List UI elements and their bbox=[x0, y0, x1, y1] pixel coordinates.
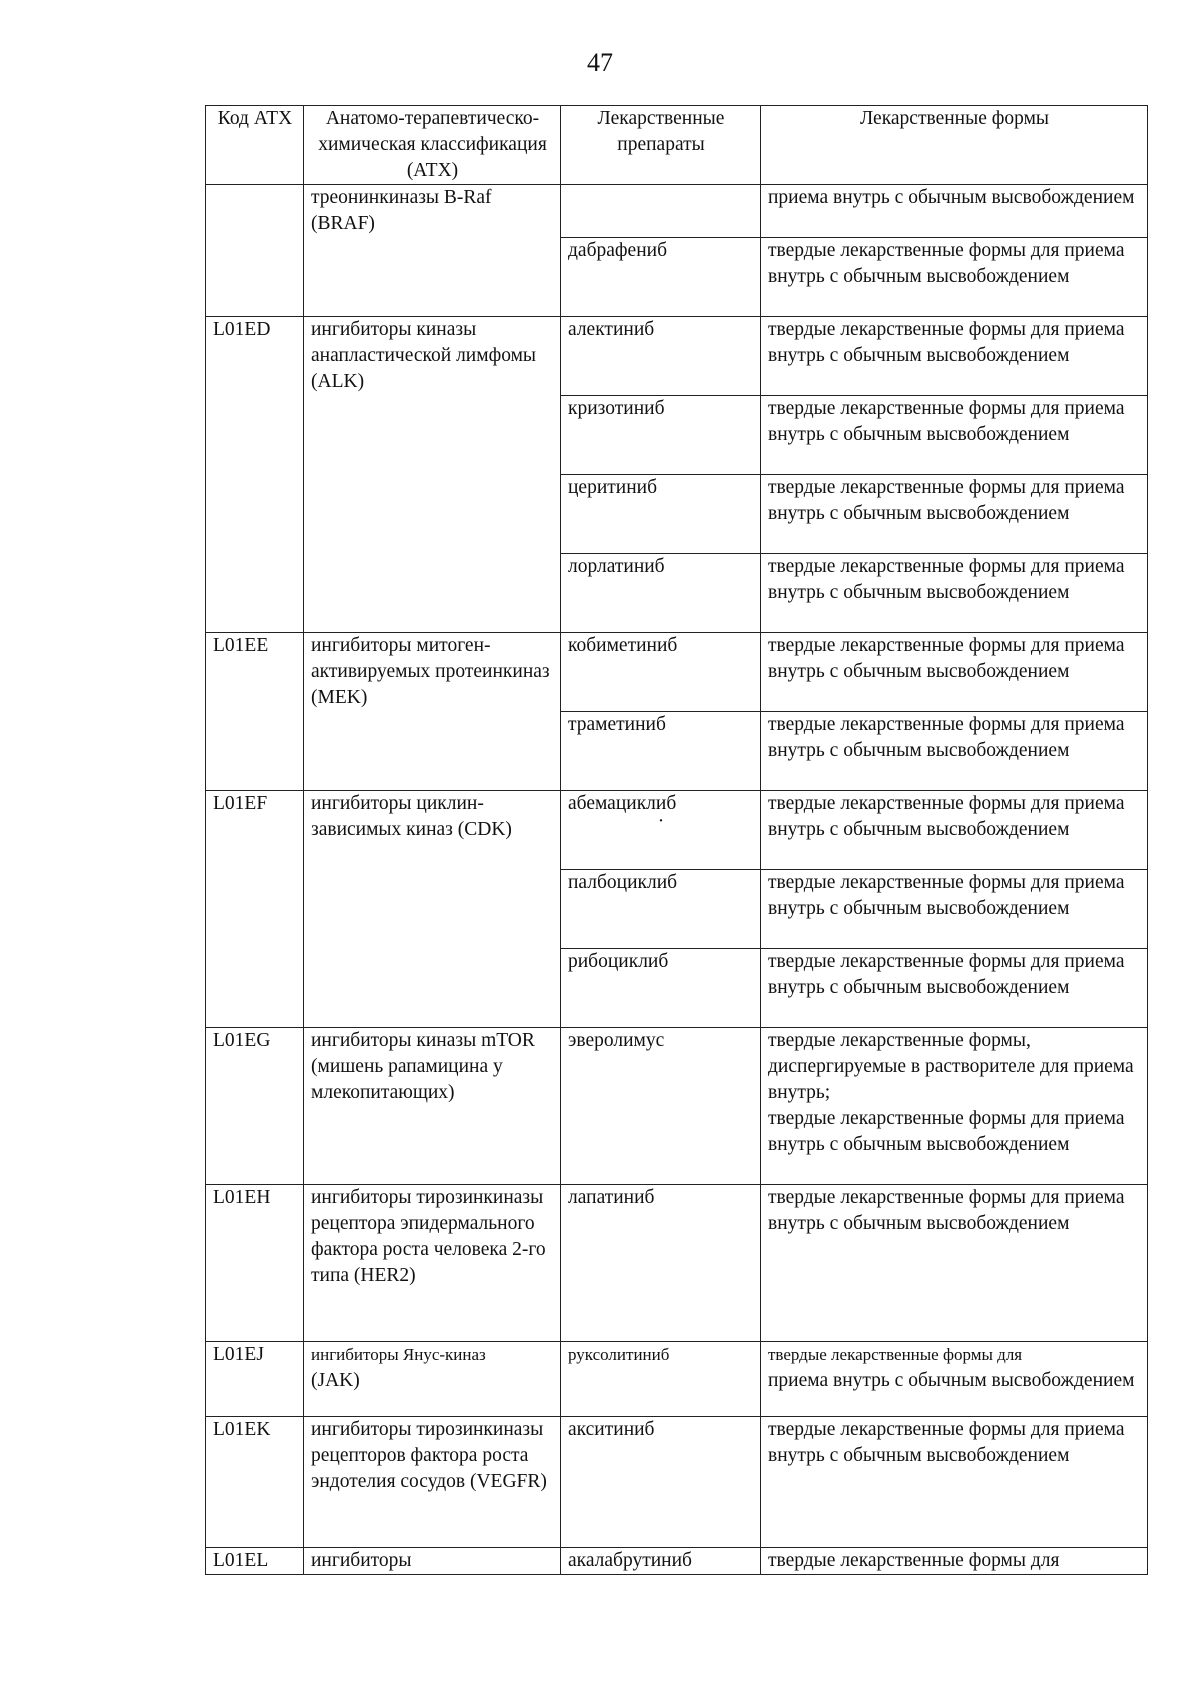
table-header-row bbox=[206, 106, 1148, 185]
code-cell: L01EJ bbox=[206, 1342, 304, 1417]
classification-cell bbox=[304, 1342, 561, 1417]
form-cell: твердые лекарственные формы для приема внутрь с обычным высвобождением bbox=[761, 1417, 1148, 1548]
drug-cell: акалабрутиниб bbox=[561, 1548, 761, 1575]
classification-cell: ингибиторы bbox=[304, 1548, 561, 1575]
form-cell: твердые лекарственные формы для приема внутрь с обычным высвобождением bbox=[761, 633, 1148, 712]
drug-cell: кобиметиниб bbox=[561, 633, 761, 712]
drug-cell: палбоциклиб bbox=[561, 870, 761, 949]
drug-cell: церитиниб bbox=[561, 475, 761, 554]
form-cell: твердые лекарственные формы для приема внутрь с обычным высвобождением bbox=[761, 238, 1148, 317]
form-cell: твердые лекарственные формы для приема внутрь с обычным высвобождением bbox=[761, 396, 1148, 475]
table-row bbox=[206, 185, 1148, 238]
classification-cell: ингибиторы киназы mTOR (мишень рапамицина у млекопитающих) bbox=[304, 1028, 561, 1185]
form-cell: твердые лекарственные формы для приема внутрь с обычным высвобождением bbox=[761, 712, 1148, 791]
table-row bbox=[206, 1417, 1148, 1548]
form-cell: твердые лекарственные формы для приема внутрь с обычным высвобождением bbox=[761, 870, 1148, 949]
form-cell: твердые лекарственные формы для приема внутрь с обычным высвобождением bbox=[761, 949, 1148, 1028]
drug-cell-empty bbox=[561, 185, 761, 238]
classification-cell: ингибиторы циклин-зависимых киназ (CDK) bbox=[304, 791, 561, 1028]
classification-cell: ингибиторы митоген-активируемых протеинкиназ (MEK) bbox=[304, 633, 561, 791]
form-cell: твердые лекарственные формы для приема внутрь с обычным высвобождением bbox=[761, 1185, 1148, 1342]
classification-text-b: (JAK) bbox=[311, 1370, 360, 1391]
code-cell: L01EL bbox=[206, 1548, 304, 1575]
header-code: Код АТХ bbox=[206, 106, 304, 185]
page-number: 47 bbox=[587, 48, 613, 77]
code-cell: L01EK bbox=[206, 1417, 304, 1548]
table-row bbox=[206, 633, 1148, 712]
code-cell: L01EG bbox=[206, 1028, 304, 1185]
classification-cell: ингибиторы тирозинкиназы рецепторов фактора роста эндотелия сосудов (VEGFR) bbox=[304, 1417, 561, 1548]
form-text-b: приема внутрь с обычным высвобождением bbox=[768, 1370, 1135, 1391]
form-text-2: твердые лекарственные формы для приема внутрь с обычным высвобождением bbox=[768, 1108, 1125, 1155]
scan-speck: · bbox=[657, 811, 665, 832]
header-classification: Анатомо-терапевтическо-химическая классификация (АТХ) bbox=[304, 106, 561, 185]
form-cell bbox=[761, 1028, 1148, 1185]
table-row bbox=[206, 791, 1148, 870]
table-row bbox=[206, 1028, 1148, 1185]
drug-cell: лорлатиниб bbox=[561, 554, 761, 633]
table-row bbox=[206, 1342, 1148, 1417]
form-cell: твердые лекарственные формы для приема внутрь с обычным высвобождением bbox=[761, 317, 1148, 396]
form-cell: твердые лекарственные формы для приема внутрь с обычным высвобождением bbox=[761, 554, 1148, 633]
drug-cell: кризотиниб bbox=[561, 396, 761, 475]
form-cell: твердые лекарственные формы для приема внутрь с обычным высвобождением bbox=[761, 475, 1148, 554]
drug-cell: руксолитиниб bbox=[561, 1342, 761, 1417]
drug-cell: рибоциклиб bbox=[561, 949, 761, 1028]
code-cell: L01EH bbox=[206, 1185, 304, 1342]
code-cell: L01EE bbox=[206, 633, 304, 791]
form-cell: твердые лекарственные формы для bbox=[761, 1548, 1148, 1575]
classification-cell: ингибиторы тирозинкиназы рецептора эпидермального фактора роста человека 2-го типа (HER2) bbox=[304, 1185, 561, 1342]
drug-cell: дабрафениб bbox=[561, 238, 761, 317]
table-row bbox=[206, 317, 1148, 396]
drug-cell bbox=[561, 791, 761, 870]
drug-cell: алектиниб bbox=[561, 317, 761, 396]
form-text-a: твердые лекарственные формы для bbox=[768, 1345, 1023, 1364]
classification-text-a: ингибиторы Янус-киназ bbox=[311, 1345, 486, 1364]
drug-cell: акситиниб bbox=[561, 1417, 761, 1548]
classification-cell: ингибиторы киназы анапластической лимфомы (ALK) bbox=[304, 317, 561, 633]
form-cell: твердые лекарственные формы для приема внутрь с обычным высвобождением bbox=[761, 791, 1148, 870]
code-cell-empty bbox=[206, 185, 304, 317]
form-cell bbox=[761, 1342, 1148, 1417]
drug-name: абемациклиб bbox=[568, 793, 677, 814]
code-cell: L01ED bbox=[206, 317, 304, 633]
drug-cell: лапатиниб bbox=[561, 1185, 761, 1342]
classification-cell: треонинкиназы B-Raf (BRAF) bbox=[304, 185, 561, 317]
header-forms: Лекарственные формы bbox=[761, 106, 1148, 185]
table-row bbox=[206, 1548, 1148, 1575]
header-drugs: Лекарственные препараты bbox=[561, 106, 761, 185]
form-cell: приема внутрь с обычным высвобождением bbox=[761, 185, 1148, 238]
table-row bbox=[206, 1185, 1148, 1342]
drug-cell: эверолимус bbox=[561, 1028, 761, 1185]
form-text-1: твердые лекарственные формы, диспергируемые в растворителе для приема внутрь; bbox=[768, 1030, 1134, 1103]
code-cell: L01EF bbox=[206, 791, 304, 1028]
drug-cell: траметиниб bbox=[561, 712, 761, 791]
atx-drug-table bbox=[205, 105, 1148, 1575]
